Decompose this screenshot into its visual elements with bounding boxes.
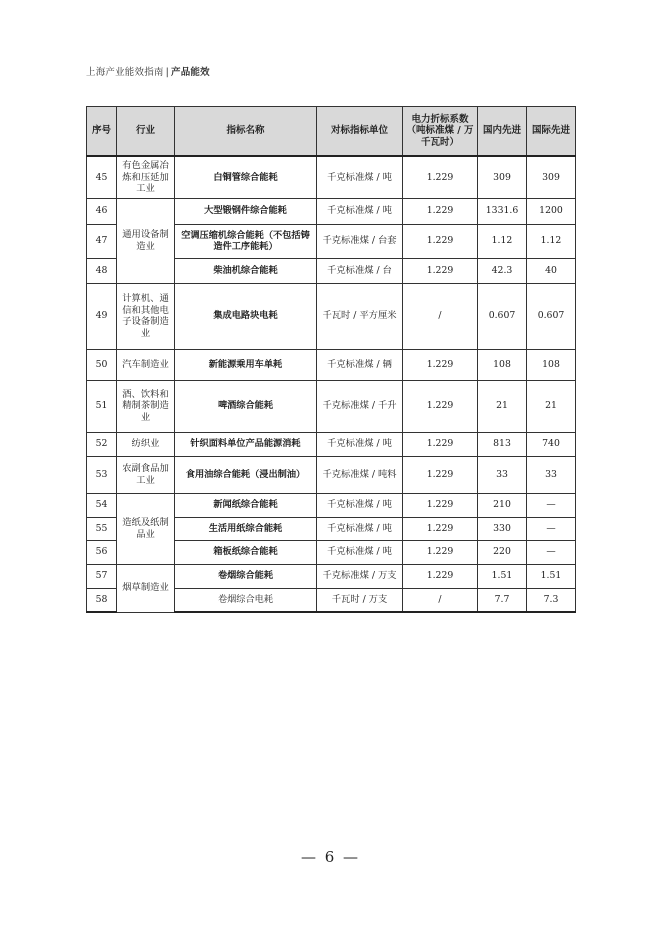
unit-cell: 千瓦时 / 平方厘米 — [317, 283, 403, 349]
domestic-cell: 7.7 — [478, 588, 527, 612]
domestic-cell: 1.12 — [478, 224, 527, 258]
international-cell: 1.51 — [527, 564, 576, 588]
coef-cell: / — [403, 283, 478, 349]
international-cell: 33 — [527, 456, 576, 493]
col-header-coef: 电力折标系数（吨标准煤 / 万千瓦时） — [403, 107, 478, 157]
coef-cell: 1.229 — [403, 456, 478, 493]
coef-cell: 1.229 — [403, 517, 478, 540]
coef-cell: 1.229 — [403, 493, 478, 517]
row-no: 49 — [87, 283, 117, 349]
unit-cell: 千克标准煤 / 吨 — [317, 493, 403, 517]
running-header — [86, 64, 210, 78]
international-cell: 309 — [527, 156, 576, 198]
domestic-cell: 33 — [478, 456, 527, 493]
indicator-cell: 新能源乘用车单耗 — [175, 349, 317, 380]
indicator-cell: 食用油综合能耗（浸出制油） — [175, 456, 317, 493]
coef-cell: 1.229 — [403, 198, 478, 224]
unit-cell: 千瓦时 / 万支 — [317, 588, 403, 612]
coef-cell: 1.229 — [403, 156, 478, 198]
table-row — [87, 198, 576, 224]
international-cell: — — [527, 493, 576, 517]
coef-cell: 1.229 — [403, 380, 478, 432]
domestic-cell: 210 — [478, 493, 527, 517]
row-no: 50 — [87, 349, 117, 380]
domestic-cell: 108 — [478, 349, 527, 380]
domestic-cell: 1331.6 — [478, 198, 527, 224]
unit-cell: 千克标准煤 / 吨 — [317, 432, 403, 456]
indicator-cell: 卷烟综合能耗 — [175, 564, 317, 588]
col-header-no: 序号 — [87, 107, 117, 157]
international-cell: — — [527, 517, 576, 540]
international-cell: 740 — [527, 432, 576, 456]
domestic-cell: 220 — [478, 540, 527, 564]
industry-cell: 酒、饮料和精制茶制造业 — [117, 380, 175, 432]
header-separator: | — [165, 67, 170, 78]
unit-cell: 千克标准煤 / 吨 — [317, 156, 403, 198]
unit-cell: 千克标准煤 / 吨料 — [317, 456, 403, 493]
row-no: 46 — [87, 198, 117, 224]
table-row — [87, 283, 576, 349]
indicator-cell: 空调压缩机综合能耗（不包括铸造件工序能耗） — [175, 224, 317, 258]
domestic-cell: 42.3 — [478, 258, 527, 283]
industry-cell: 造纸及纸制品业 — [117, 493, 175, 564]
domestic-cell: 1.51 — [478, 564, 527, 588]
unit-cell: 千克标准煤 / 台 — [317, 258, 403, 283]
coef-cell: 1.229 — [403, 540, 478, 564]
col-header-unit: 对标指标单位 — [317, 107, 403, 157]
row-no: 54 — [87, 493, 117, 517]
section-title: 产品能效 — [171, 67, 210, 78]
industry-cell: 烟草制造业 — [117, 564, 175, 612]
unit-cell: 千克标准煤 / 辆 — [317, 349, 403, 380]
industry-cell: 计算机、通信和其他电子设备制造业 — [117, 283, 175, 349]
indicator-cell: 白铜管综合能耗 — [175, 156, 317, 198]
table-row — [87, 564, 576, 588]
indicator-cell: 集成电路块电耗 — [175, 283, 317, 349]
row-no: 48 — [87, 258, 117, 283]
col-header-industry: 行业 — [117, 107, 175, 157]
domestic-cell: 813 — [478, 432, 527, 456]
table-row — [87, 380, 576, 432]
domestic-cell: 21 — [478, 380, 527, 432]
international-cell: 0.607 — [527, 283, 576, 349]
domestic-cell: 330 — [478, 517, 527, 540]
international-cell: 1200 — [527, 198, 576, 224]
coef-cell: 1.229 — [403, 349, 478, 380]
indicator-cell: 箱板纸综合能耗 — [175, 540, 317, 564]
international-cell: 7.3 — [527, 588, 576, 612]
unit-cell: 千克标准煤 / 台套 — [317, 224, 403, 258]
table-row — [87, 349, 576, 380]
row-no: 58 — [87, 588, 117, 612]
indicator-cell: 啤酒综合能耗 — [175, 380, 317, 432]
domestic-cell: 0.607 — [478, 283, 527, 349]
indicator-cell: 新闻纸综合能耗 — [175, 493, 317, 517]
unit-cell: 千克标准煤 / 吨 — [317, 517, 403, 540]
unit-cell: 千克标准煤 / 千升 — [317, 380, 403, 432]
row-no: 45 — [87, 156, 117, 198]
domestic-cell: 309 — [478, 156, 527, 198]
page-number: — 6 — — [300, 848, 361, 866]
industry-cell: 纺织业 — [117, 432, 175, 456]
international-cell: — — [527, 540, 576, 564]
table-header-row — [87, 107, 576, 157]
indicator-cell: 大型锻钢件综合能耗 — [175, 198, 317, 224]
unit-cell: 千克标准煤 / 万支 — [317, 564, 403, 588]
coef-cell: 1.229 — [403, 432, 478, 456]
international-cell: 1.12 — [527, 224, 576, 258]
row-no: 52 — [87, 432, 117, 456]
industry-cell: 有色金属冶炼和压延加工业 — [117, 156, 175, 198]
row-no: 57 — [87, 564, 117, 588]
coef-cell: 1.229 — [403, 564, 478, 588]
international-cell: 108 — [527, 349, 576, 380]
energy-efficiency-table — [86, 106, 576, 613]
row-no: 47 — [87, 224, 117, 258]
coef-cell: 1.229 — [403, 258, 478, 283]
table-row — [87, 156, 576, 198]
col-header-international: 国际先进 — [527, 107, 576, 157]
industry-cell: 通用设备制造业 — [117, 198, 175, 283]
indicator-cell: 生活用纸综合能耗 — [175, 517, 317, 540]
coef-cell: / — [403, 588, 478, 612]
table-row — [87, 456, 576, 493]
col-header-indicator: 指标名称 — [175, 107, 317, 157]
indicator-cell: 柴油机综合能耗 — [175, 258, 317, 283]
col-header-domestic: 国内先进 — [478, 107, 527, 157]
row-no: 55 — [87, 517, 117, 540]
international-cell: 21 — [527, 380, 576, 432]
table-row — [87, 432, 576, 456]
industry-cell: 汽车制造业 — [117, 349, 175, 380]
row-no: 53 — [87, 456, 117, 493]
international-cell: 40 — [527, 258, 576, 283]
table-row — [87, 493, 576, 517]
unit-cell: 千克标准煤 / 吨 — [317, 198, 403, 224]
industry-cell: 农副食品加工业 — [117, 456, 175, 493]
guide-title: 上海产业能效指南 — [86, 67, 164, 78]
row-no: 51 — [87, 380, 117, 432]
unit-cell: 千克标准煤 / 吨 — [317, 540, 403, 564]
coef-cell: 1.229 — [403, 224, 478, 258]
indicator-cell: 卷烟综合电耗 — [175, 588, 317, 612]
indicator-cell: 针织面料单位产品能源消耗 — [175, 432, 317, 456]
row-no: 56 — [87, 540, 117, 564]
